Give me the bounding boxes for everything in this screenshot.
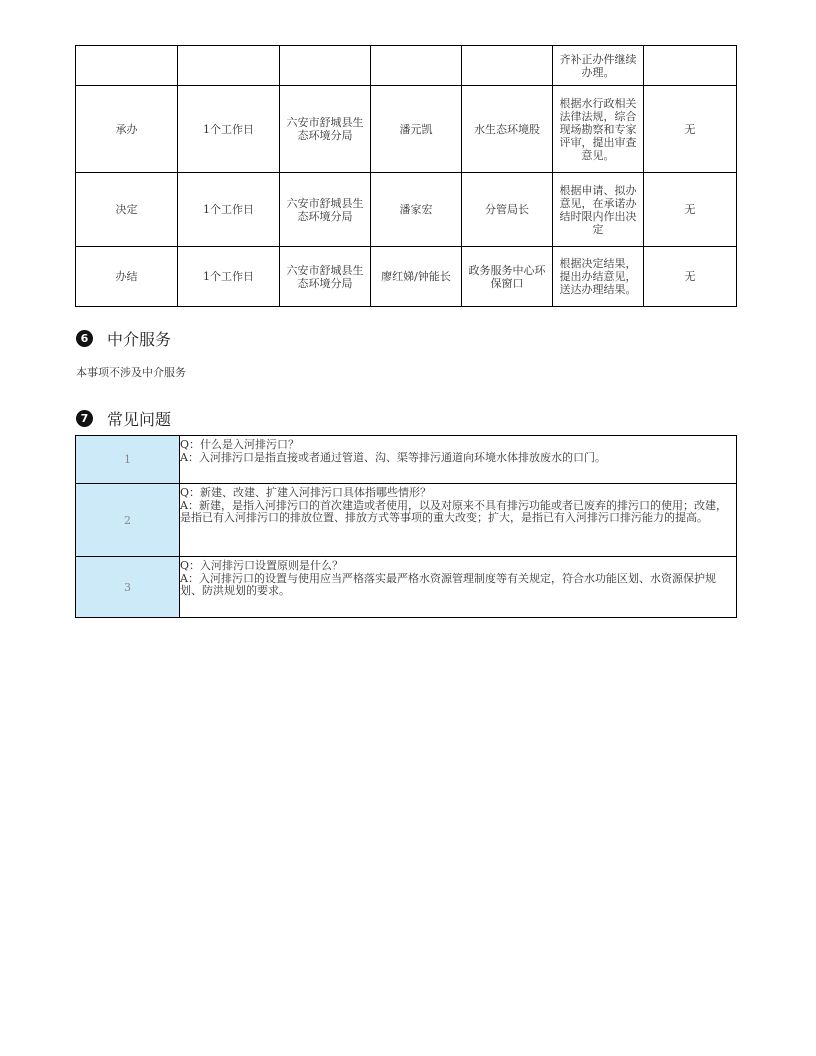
faq-row xyxy=(76,557,737,618)
post-cell xyxy=(462,46,553,86)
time-limit-cell: 1个工作日 xyxy=(178,247,280,307)
section-number-badge: 7 xyxy=(76,410,93,427)
step-cell: 决定 xyxy=(76,173,178,247)
faq-question: Q：入河排污口设置原则是什么？ xyxy=(180,559,344,572)
person-cell: 廖红娣/钟能长 xyxy=(371,247,462,307)
person-cell: 潘家宏 xyxy=(371,173,462,247)
org-cell: 六安市舒城县生态环境分局 xyxy=(280,173,371,247)
table-row xyxy=(76,46,737,86)
faq-content xyxy=(180,557,737,618)
faq-answer: A：入河排污口的设置与使用应当严格落实最严格水资源管理制度等有关规定，符合水功能区划、水资源保护规划、防洪规划的要求。 xyxy=(180,571,716,597)
opinion-cell: 根据决定结果，提出办结意见，送达办理结果。 xyxy=(553,247,644,307)
person-cell: 潘元凯 xyxy=(371,86,462,173)
section-number-badge: 6 xyxy=(76,330,93,347)
faq-number: 2 xyxy=(76,484,180,557)
opinion-cell: 根据申请、拟办意见，在承诺办结时限内作出决定 xyxy=(553,173,644,247)
faq-row xyxy=(76,484,737,557)
intermediary-note: 本事项不涉及中介服务 xyxy=(76,366,186,379)
faq-answer: A：新建，是指入河排污口的首次建造或者使用，以及对原来不具有排污功能或者已废弃的排污口的使用；改建，是指已有入河排污口的排放位置、排放方式等事项的重大改变；扩大，是指已有入河排污口排污能力的提高。 xyxy=(180,498,727,524)
table-row xyxy=(76,173,737,247)
material-cell: 无 xyxy=(644,247,737,307)
opinion-cell: 根据水行政相关法律法规，综合现场勘察和专家评审，提出审查意见。 xyxy=(553,86,644,173)
post-cell: 水生态环境股 xyxy=(462,86,553,173)
org-cell: 六安市舒城县生态环境分局 xyxy=(280,247,371,307)
faq-content xyxy=(180,436,737,484)
faq-answer: A：入河排污口是指直接或者通过管道、沟、渠等排污通道向环境水体排放废水的口门。 xyxy=(180,450,606,464)
faq-question: Q：什么是入河排污口？ xyxy=(180,438,300,451)
time-limit-cell xyxy=(178,46,280,86)
section-heading-intermediary xyxy=(76,327,171,350)
person-cell xyxy=(371,46,462,86)
section-title: 中介服务 xyxy=(107,330,172,349)
faq-table xyxy=(75,435,737,618)
table-row xyxy=(76,86,737,173)
table-row xyxy=(76,247,737,307)
faq-content xyxy=(180,484,737,557)
post-cell: 分管局长 xyxy=(462,173,553,247)
material-cell: 无 xyxy=(644,173,737,247)
material-cell: 无 xyxy=(644,86,737,173)
material-cell xyxy=(644,46,737,86)
faq-number: 1 xyxy=(76,436,180,484)
faq-question: Q：新建、改建、扩建入河排污口具体指哪些情形？ xyxy=(180,486,432,499)
faq-number: 3 xyxy=(76,557,180,618)
step-cell xyxy=(76,46,178,86)
section-heading-faq xyxy=(76,407,171,430)
step-cell: 办结 xyxy=(76,247,178,307)
section-title: 常见问题 xyxy=(107,410,172,429)
faq-row xyxy=(76,436,737,484)
org-cell: 六安市舒城县生态环境分局 xyxy=(280,86,371,173)
step-cell: 承办 xyxy=(76,86,178,173)
post-cell: 政务服务中心环保窗口 xyxy=(462,247,553,307)
opinion-cell: 齐补正办件继续办理。 xyxy=(553,46,644,86)
process-flow-table xyxy=(75,45,737,307)
time-limit-cell: 1个工作日 xyxy=(178,86,280,173)
org-cell xyxy=(280,46,371,86)
time-limit-cell: 1个工作日 xyxy=(178,173,280,247)
